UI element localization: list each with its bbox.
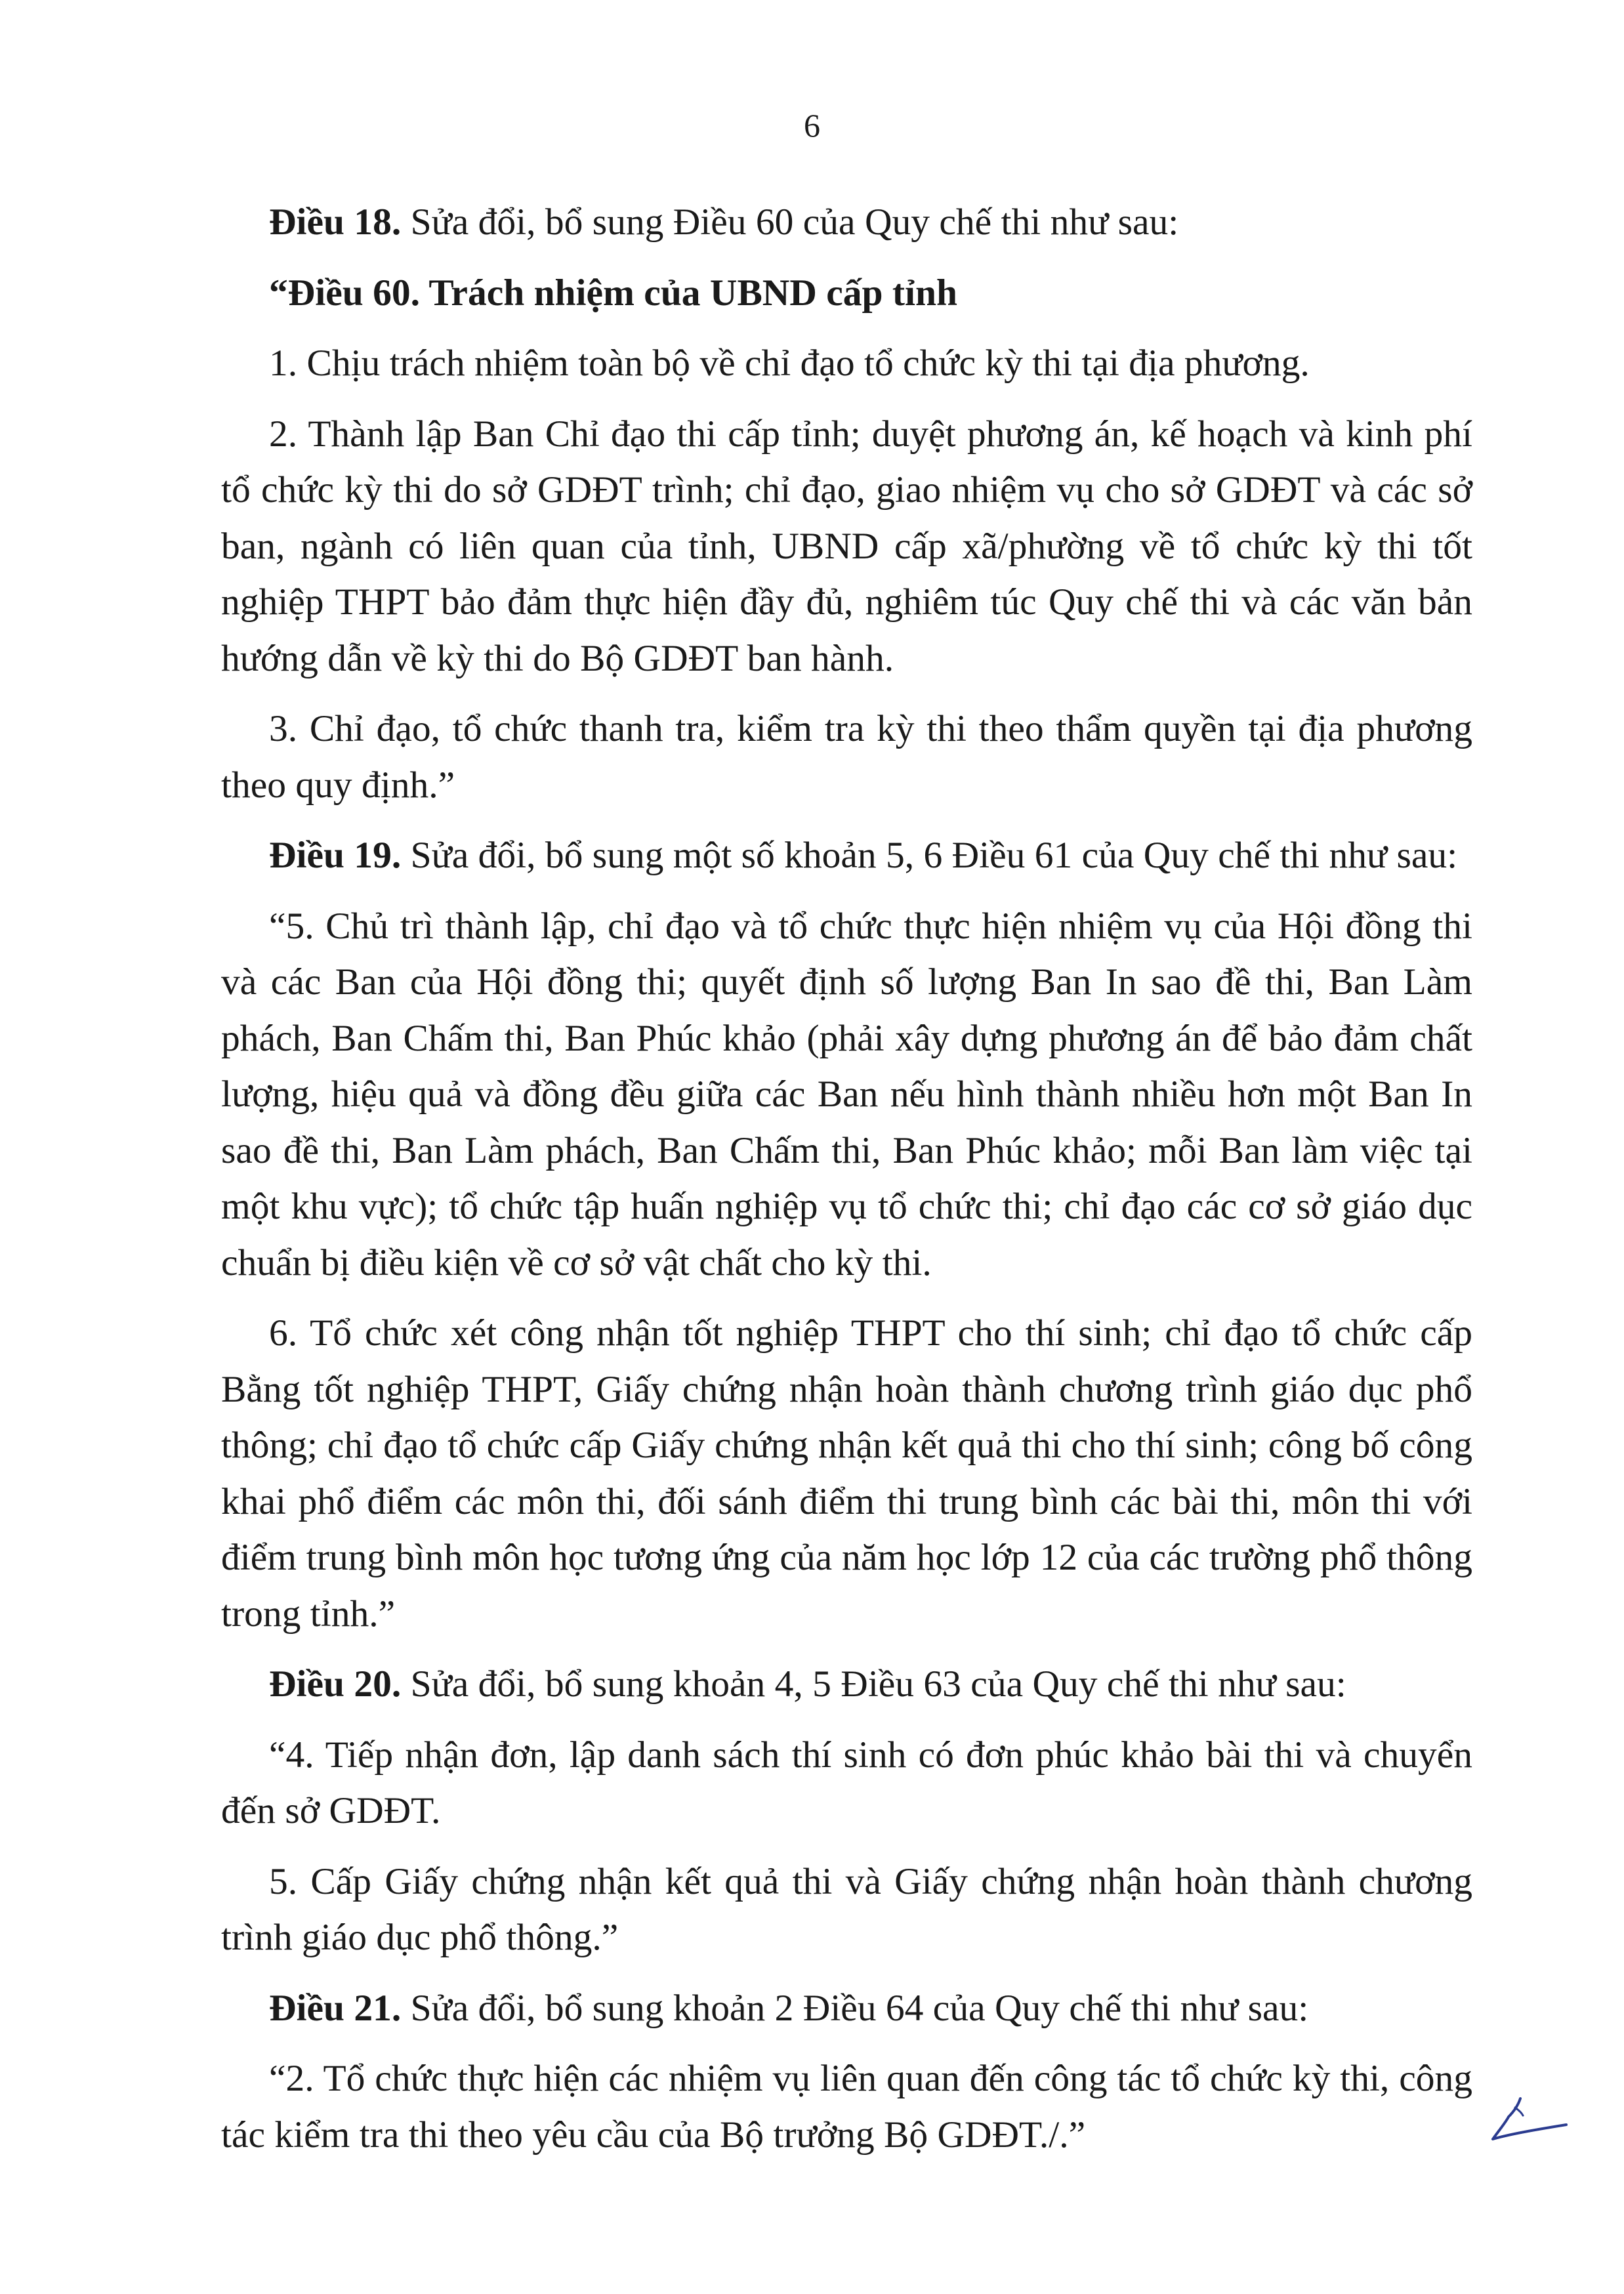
article-20-heading xyxy=(221,1656,1472,1713)
article-20-text: Sửa đổi, bổ sung khoản 4, 5 Điều 63 của Quy chế thi như sau: xyxy=(401,1663,1346,1705)
page-number: 6 xyxy=(804,107,820,144)
article-63-clause-5: 5. Cấp Giấy chứng nhận kết quả thi và Giấy chứng nhận hoàn thành chương trình giáo dục phổ thông.” xyxy=(221,1860,1472,1958)
article-60-title-text: “Điều 60. Trách nhiệm của UBND cấp tỉnh xyxy=(269,272,957,314)
article-18-heading xyxy=(221,194,1472,251)
article-19-heading xyxy=(221,827,1472,884)
article-21-label: Điều 21. xyxy=(269,1987,402,2029)
article-18-text: Sửa đổi, bổ sung Điều 60 của Quy chế thi như sau: xyxy=(401,201,1179,243)
article-21-heading xyxy=(221,1980,1472,2037)
article-63-clause-4: “4. Tiếp nhận đơn, lập danh sách thí sinh có đơn phúc khảo bài thi và chuyển đến sở GDĐT. xyxy=(221,1734,1472,1831)
document-body xyxy=(221,194,1472,2177)
article-19-label: Điều 19. xyxy=(269,835,402,876)
article-61-clause-5: “5. Chủ trì thành lập, chỉ đạo và tổ chức thực hiện nhiệm vụ của Hội đồng thi và các Ban của Hội đồng thi; quyết định số lượng Ban In sao đề thi, Ban Làm phách, Ban Chấm thi, Ban Phúc khảo (phải xây dựng phương án để bảo đảm chất lượng, hiệu quả và đồng đều giữa các Ban nếu hình thành nhiều hơn một Ban In sao đề thi, Ban Làm phách, Ban Chấm thi, Ban Phúc khảo; mỗi Ban làm việc tại một khu vực); tổ chức tập huấn nghiệp vụ tổ chức thi; chỉ đạo các cơ sở giáo dục chuẩn bị điều kiện về cơ sở vật chất cho kỳ thi. xyxy=(221,905,1472,1283)
article-21-text: Sửa đổi, bổ sung khoản 2 Điều 64 của Quy chế thi như sau: xyxy=(401,1987,1309,2029)
article-61-clause-6: 6. Tổ chức xét công nhận tốt nghiệp THPT cho thí sinh; chỉ đạo tổ chức cấp Bằng tốt nghiệp THPT, Giấy chứng nhận hoàn thành chương trình giáo dục phổ thông; chỉ đạo tổ chức cấp Giấy chứng nhận kết quả thi cho thí sinh; công bố công khai phổ điểm các môn thi, đối sánh điểm thi trung bình các bài thi, môn thi với điểm trung bình môn học tương ứng của năm học lớp 12 của các trường phổ thông trong tỉnh.” xyxy=(221,1312,1472,1635)
article-60-clause-2: 2. Thành lập Ban Chỉ đạo thi cấp tỉnh; duyệt phương án, kế hoạch và kinh phí tổ chức kỳ thi do sở GDĐT trình; chỉ đạo, giao nhiệm vụ cho sở GDĐT và các sở ban, ngành có liên quan của tỉnh, UBND cấp xã/phường về tổ chức kỳ thi tốt nghiệp THPT bảo đảm thực hiện đầy đủ, nghiêm túc Quy chế thi và các văn bản hướng dẫn về kỳ thi do Bộ GDĐT ban hành. xyxy=(221,413,1472,679)
article-20-label: Điều 20. xyxy=(269,1663,402,1705)
article-64-clause-2: “2. Tổ chức thực hiện các nhiệm vụ liên quan đến công tác tổ chức kỳ thi, công tác kiểm tra thi theo yêu cầu của Bộ trưởng Bộ GDĐT./.” xyxy=(221,2058,1472,2156)
article-60-title xyxy=(221,265,1472,322)
article-19-text: Sửa đổi, bổ sung một số khoản 5, 6 Điều 61 của Quy chế thi như sau: xyxy=(401,835,1458,876)
article-60-clause-3: 3. Chỉ đạo, tổ chức thanh tra, kiểm tra kỳ thi theo thẩm quyền tại địa phương theo quy định.” xyxy=(221,708,1472,806)
article-18-label: Điều 18. xyxy=(269,201,402,243)
article-60-clause-1: 1. Chịu trách nhiệm toàn bộ về chỉ đạo tổ chức kỳ thi tại địa phương. xyxy=(269,343,1310,384)
initials-signature-mark xyxy=(1480,2093,1572,2152)
